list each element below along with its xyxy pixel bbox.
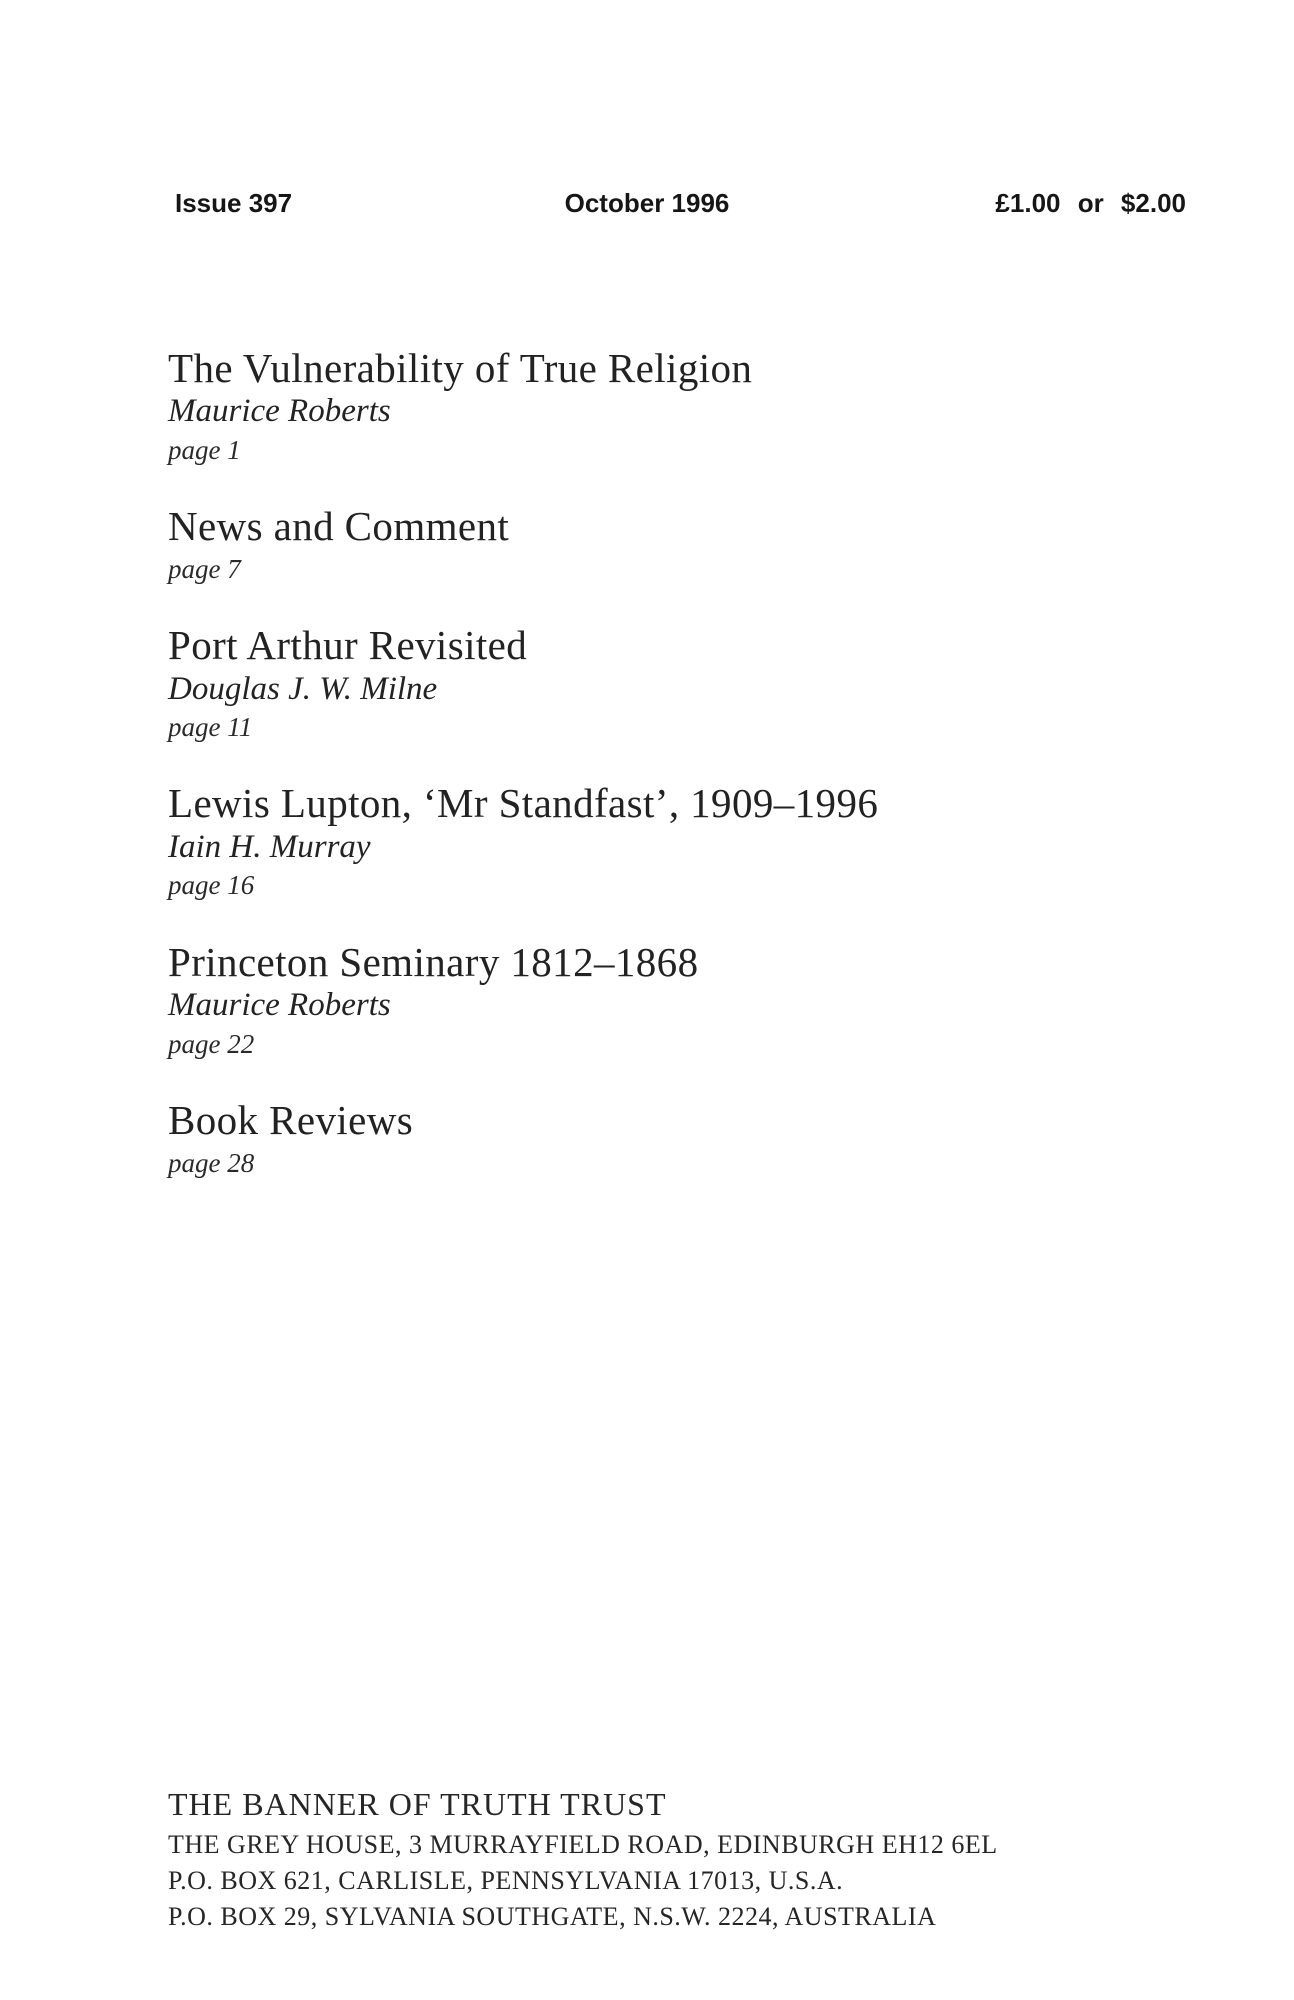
article-title: Lewis Lupton, ‘Mr Standfast’, 1909–1996 [168, 780, 879, 827]
article-page-ref: page 16 [168, 870, 255, 901]
issue-number: Issue 397 [175, 188, 293, 218]
article-author: Iain H. Murray [168, 828, 371, 865]
issue-date: October 1996 [564, 188, 730, 218]
toc-entry [168, 938, 1198, 1060]
publisher-address-australia: P.O. BOX 29, SYLVANIA SOUTHGATE, N.S.W. 2224, AUSTRALIA [168, 1902, 937, 1931]
article-author: Douglas J. W. Milne [168, 670, 438, 707]
publisher-address-uk: THE GREY HOUSE, 3 MURRAYFIELD ROAD, EDINBURGH EH12 6EL [168, 1830, 998, 1859]
toc-entry [168, 344, 1198, 466]
table-of-contents [168, 344, 1198, 1215]
publisher-name: THE BANNER OF TRUTH TRUST [168, 1786, 667, 1822]
article-page-ref: page 7 [168, 553, 241, 584]
article-page-ref: page 1 [168, 434, 241, 465]
issue-price: £1.00 or $2.00 [995, 188, 1186, 218]
toc-entry [168, 502, 1198, 585]
publisher-address-usa: P.O. BOX 621, CARLISLE, PENNSYLVANIA 17013, U.S.A. [168, 1866, 844, 1895]
publisher-block [168, 1786, 998, 1938]
toc-entry [168, 1096, 1198, 1179]
article-page-ref: page 28 [168, 1147, 255, 1178]
toc-entry [168, 779, 1198, 901]
article-title: News and Comment [168, 503, 510, 550]
article-author: Maurice Roberts [168, 393, 391, 430]
toc-entry [168, 621, 1198, 743]
article-title: Book Reviews [168, 1097, 414, 1144]
article-title: Port Arthur Revisited [168, 622, 528, 669]
article-page-ref: page 11 [168, 712, 253, 743]
article-title: Princeton Seminary 1812–1868 [168, 938, 699, 985]
article-page-ref: page 22 [168, 1028, 255, 1059]
article-title: The Vulnerability of True Religion [168, 345, 753, 391]
masthead [0, 188, 1294, 228]
article-author: Maurice Roberts [168, 987, 391, 1024]
